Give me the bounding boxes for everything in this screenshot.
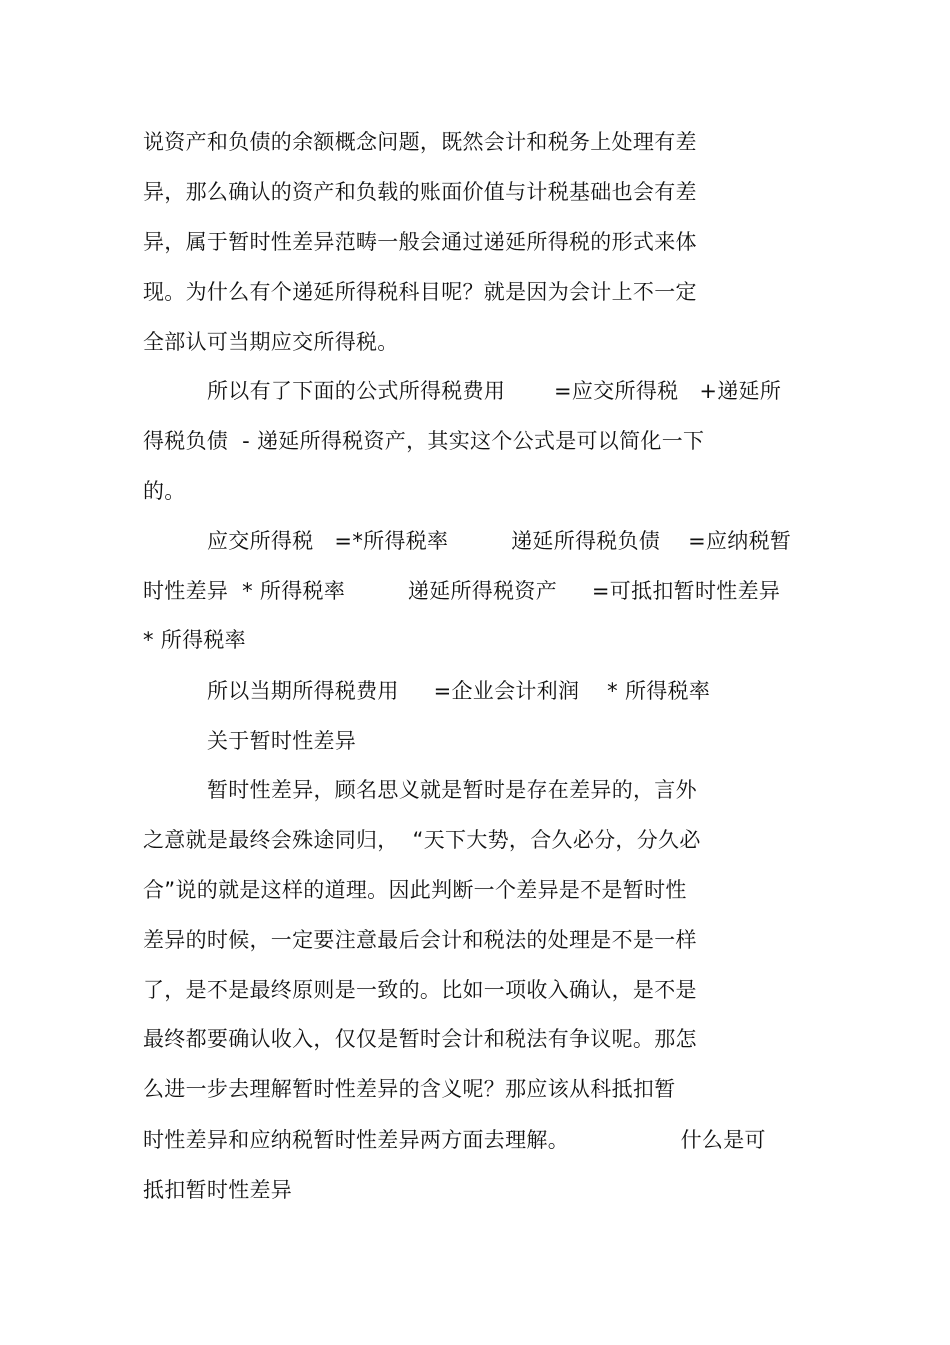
text-line: 所以当期所得税费用 =企业会计利润 * 所得税率 <box>207 679 711 703</box>
text-line: 合”说的就是这样的道理。因此判断一个差异是不是暂时性 <box>143 878 687 902</box>
text-line: 异，属于暂时性差异范畴一般会通过递延所得税的形式来体 <box>143 230 697 254</box>
text-line: 得税负债 - 递延所得税资产，其实这个公式是可以简化一下 <box>143 429 705 453</box>
text-line: * 所得税率 <box>143 628 246 652</box>
text-line: 暂时性差异，顾名思义就是暂时是存在差异的，言外 <box>207 778 697 802</box>
text-line: 所以有了下面的公式所得税费用 =应交所得税 +递延所 <box>207 379 782 403</box>
text-line: 的。 <box>143 479 186 503</box>
text-line: 应交所得税 =*所得税率 递延所得税负债 =应纳税暂 <box>207 529 792 553</box>
text-line: 么进一步去理解暂时性差异的含义呢？那应该从科抵扣暂 <box>143 1077 676 1101</box>
text-line: 差异的时候，一定要注意最后会计和税法的处理是不是一样 <box>143 928 697 952</box>
text-line: 了，是不是最终原则是一致的。比如一项收入确认，是不是 <box>143 978 697 1002</box>
text-line: 全部认可当期应交所得税。 <box>143 330 399 354</box>
text-line: 时性差异 * 所得税率 递延所得税资产 =可抵扣暂时性差异 <box>143 579 781 603</box>
text-line: 时性差异和应纳税暂时性差异两方面去理解。 什么是可 <box>143 1128 766 1152</box>
text-line: 现。为什么有个递延所得税科目呢？就是因为会计上不一定 <box>143 280 697 304</box>
text-line: 关于暂时性差异 <box>207 729 357 753</box>
text-line: 之意就是最终会殊途同归， “天下大势，合久必分，分久必 <box>143 828 701 852</box>
text-line: 最终都要确认收入，仅仅是暂时会计和税法有争议呢。那怎 <box>143 1027 697 1051</box>
text-line: 异，那么确认的资产和负载的账面价值与计税基础也会有差 <box>143 180 697 204</box>
text-line: 抵扣暂时性差异 <box>143 1178 293 1202</box>
text-line: 说资产和负债的余额概念问题，既然会计和税务上处理有差 <box>143 130 697 154</box>
